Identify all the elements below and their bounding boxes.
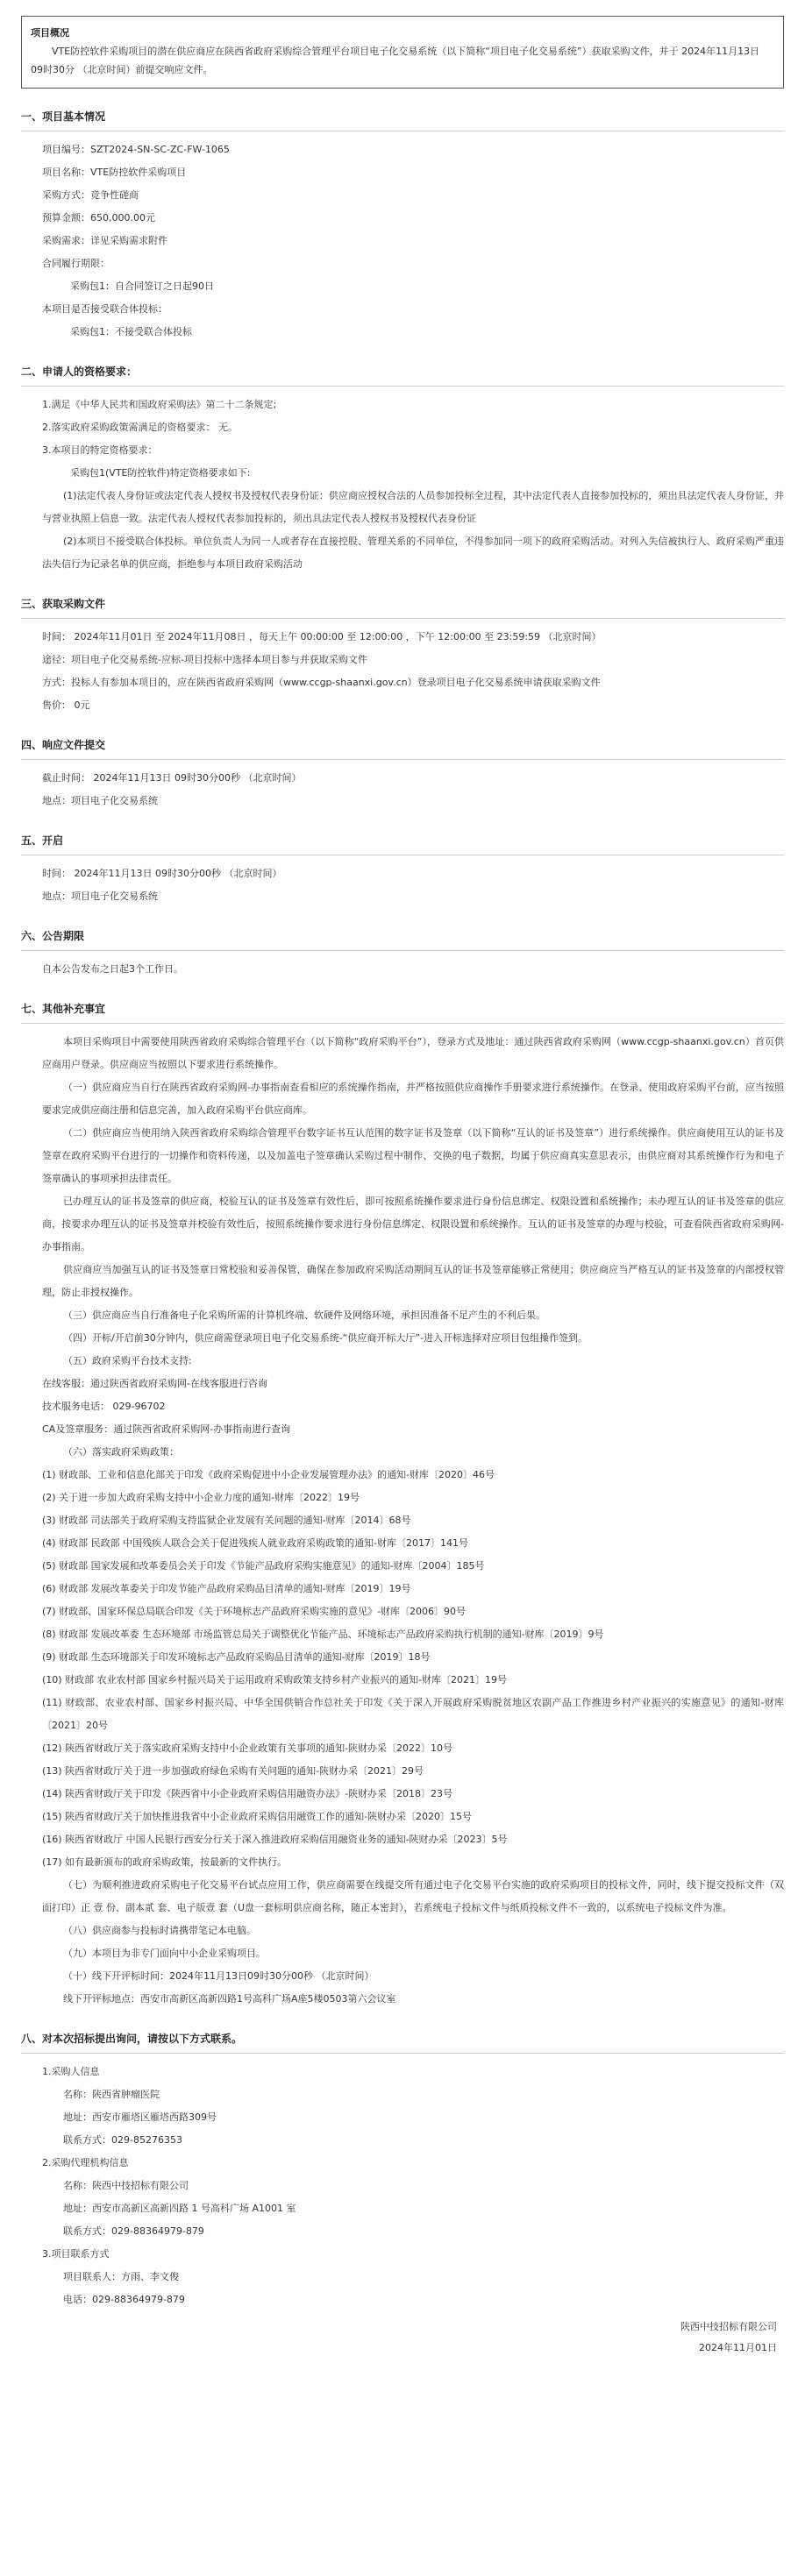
divider — [21, 618, 784, 619]
section-other-matters — [21, 1000, 784, 2011]
qualification-item: 1.满足《中华人民共和国政府采购法》第二十二条规定; — [42, 399, 277, 410]
section-obtain-documents — [21, 595, 784, 717]
policy-item: (1) 财政部、工业和信息化部关于印发《政府采购促进中小企业发展管理办法》的通知-财库〔2020〕46号 — [42, 1469, 495, 1480]
other-item-6: （六）落实政府采购政策： — [63, 1446, 179, 1458]
qualification-paragraph: (1)法定代表人身份证或法定代表人授权书及授权代表身份证：供应商应授权合法的人员参加投标全过程，其中法定代表人直接参加投标的，须出具法定代表人身份证，并与营业执照上信息一致。法定代表人授权代表参加投标的，须出具法定代表人授权书及授权代表身份证 — [42, 490, 784, 524]
ca-service: CA及签章服务：通过陕西省政府采购网-办事指南进行查询 — [42, 1423, 291, 1435]
section-title: 四、响应文件提交 — [21, 739, 106, 751]
obtain-method: 方式：投标人有参加本项目的，应在陕西省政府采购网（www.ccgp-shaanxi.gov.cn）登录项目电子化交易系统申请获取采购文件 — [42, 677, 601, 688]
policy-item: (16) 陕西省财政厅 中国人民银行西安分行关于深入推进政府采购信用融资业务的通知-陕财办采〔2023〕5号 — [42, 1834, 508, 1845]
policy-item: (13) 陕西省财政厅关于进一步加强政府绿色采购有关问题的通知-陕财办采〔2021〕29号 — [42, 1765, 424, 1777]
other-item-2c: 供应商应当加强互认的证书及签章日常校验和妥善保管，确保在参加政府采购活动期间互认的证书及签章能够正常使用；供应商应当严格互认的证书及签章的内部授权管理，防止非授权操作。 — [42, 1264, 784, 1298]
agent-address: 地址：西安市高新区高新四路 1 号高科广场 A1001 室 — [63, 2203, 296, 2214]
consortium-label: 本项目是否接受联合体投标： — [42, 303, 167, 315]
policy-item: (8) 财政部 发展改革委 生态环境部 市场监管总局关于调整优化节能产品、环境标志产品政府采购执行机制的通知-财库〔2019〕9号 — [42, 1629, 604, 1640]
policy-item: (10) 财政部 农业农村部 国家乡村振兴局关于运用政府采购政策支持乡村产业振兴的通知-财库〔2021〕19号 — [42, 1674, 508, 1685]
support-phone: 技术服务电话： 029-96702 — [42, 1401, 166, 1412]
divider — [21, 386, 784, 387]
contact-phone: 电话：029-88364979-879 — [63, 2294, 185, 2305]
buyer-name: 名称：陕西省肿瘤医院 — [63, 2089, 160, 2100]
buyer-address: 地址：西安市雁塔区雁塔西路309号 — [63, 2111, 217, 2123]
qualification-item: 3.本项目的特定资格要求： — [42, 444, 158, 456]
opening-time: 时间： 2024年11月13日 09时30分00秒 （北京时间） — [42, 868, 282, 879]
summary-text: VTE防控软件采购项目的潜在供应商应在陕西省政府采购综合管理平台项目电子化交易系统（以下简称“项目电子化交易系统”）获取采购文件，并于 2024年11月13日 09时30分 （北京时间）前提交响应文件。 — [31, 46, 760, 75]
agent-heading: 2.采购代理机构信息 — [42, 2157, 129, 2168]
policy-item: (6) 财政部 发展改革委关于印发节能产品政府采购品目清单的通知-财库〔2019〕19号 — [42, 1583, 411, 1594]
summary-title: 项目概况 — [31, 27, 69, 39]
policy-item: (3) 财政部 司法部关于政府采购支持监狱企业发展有关问题的通知-财库〔2014〕68号 — [42, 1515, 411, 1526]
section-title: 八、对本次招标提出询问，请按以下方式联系。 — [21, 2033, 243, 2045]
obtain-place: 途径：项目电子化交易系统-应标-项目投标中选择本项目参与并获取采购文件 — [42, 654, 367, 665]
divider — [21, 759, 784, 760]
policy-item: (14) 陕西省财政厅关于印发《陕西省中小企业政府采购信用融资办法》-陕财办采〔2018〕23号 — [42, 1788, 453, 1799]
project-number: 项目编号：SZT2024-SN-SC-ZC-FW-1065 — [42, 144, 230, 155]
section-qualification — [21, 363, 784, 576]
policy-item: (9) 财政部 生态环境部关于印发环境标志产品政府采购品目清单的通知-财库〔2019〕18号 — [42, 1651, 431, 1663]
submission-place: 地点：项目电子化交易系统 — [42, 795, 158, 806]
submission-deadline: 截止时间： 2024年11月13日 09时30分00秒 （北京时间） — [42, 772, 302, 784]
other-item-2b: 已办理互认的证书及签章的供应商，校验互认的证书及签章有效性后，即可按照系统操作要求进行身份信息绑定、权限设置和系统操作；未办理互认的证书及签章的供应商，按要求办理互认的证书及签章并校验有效性后，按照系统操作要求进行身份信息绑定、权限设置和系统操作。互认的证书及签章的办理与校验，可查看陕西省政府采购网-办事指南。 — [42, 1196, 784, 1253]
other-item-7: （七）为顺利推进政府采购电子化交易平台试点应用工作，供应商需要在线提交所有通过电子化交易平台实施的政府采购项目的投标文件，同时，线下提交投标文件（双面打印）正 壹 份、副本贰 套、电子版壹 套（U盘一套标明供应商名称，随正本密封），若系统电子投标文件与纸质投标文件不一致的，以系统电子投标文件为准。 — [42, 1879, 784, 1913]
footer-date: 2024年11月01日 — [699, 2342, 777, 2353]
policy-item: (17) 如有最新颁布的政府采购政策，按最新的文件执行。 — [42, 1856, 288, 1868]
policy-item: (2) 关于进一步加大政府采购支持中小企业力度的通知-财库〔2022〕19号 — [42, 1492, 360, 1503]
policy-item: (7) 财政部、国家环保总局联合印发《关于环境标志产品政府采购实施的意见》-财库〔2006〕90号 — [42, 1606, 467, 1617]
policy-item: (15) 陕西省财政厅关于加快推进我省中小企业政府采购信用融资工作的通知-陕财办采〔2020〕15号 — [42, 1811, 473, 1822]
section-title: 二、申请人的资格要求： — [21, 365, 138, 378]
buyer-phone: 联系方式：029-85276353 — [63, 2134, 182, 2146]
other-item-4: （四）开标/开启前30分钟内，供应商需登录项目电子化交易系统-“供应商开标大厅”-进入开标选择对应项目包组操作签到。 — [63, 1332, 588, 1344]
policy-item: (5) 财政部 国家发展和改革委员会关于印发《节能产品政府采购实施意见》的通知-财库〔2004〕185号 — [42, 1560, 485, 1572]
other-item-10b: 线下开评标地点：西安市高新区高新四路1号高科广场A座5楼0503第六会议室 — [63, 1993, 396, 2005]
procurement-method: 采购方式：竞争性磋商 — [42, 189, 139, 201]
agent-name: 名称：陕西中技招标有限公司 — [63, 2180, 189, 2191]
section-title: 五、开启 — [21, 834, 64, 847]
section-basic-info — [21, 108, 784, 344]
announcement-period: 自本公告发布之日起3个工作日。 — [42, 963, 183, 975]
online-service: 在线客服：通过陕西省政府采购网-在线客服进行咨询 — [42, 1378, 267, 1389]
summary-box — [21, 16, 784, 89]
project-name: 项目名称：VTE防控软件采购项目 — [42, 167, 187, 178]
opening-place: 地点：项目电子化交易系统 — [42, 891, 158, 902]
package-term: 采购包1：自合同签订之日起90日 — [70, 280, 214, 292]
other-item-3: （三）供应商应当自行准备电子化采购所需的计算机终端、软硬件及网络环境，承担因准备不足产生的不利后果。 — [63, 1309, 545, 1321]
section-announcement-period — [21, 927, 784, 981]
budget-amount: 预算金额：650,000.00元 — [42, 212, 155, 224]
other-item-2: （二）供应商应当使用纳入陕西省政府采购综合管理平台数字证书互认范围的数字证书及签章（以下简称“互认的证书及签章”）进行系统操作。供应商使用互认的证书及签章在政府采购平台进行的一切操作和资料传递，以及加盖电子签章确认采购过程中制作、交换的电子数据，均属于供应商真实意思表示，由供应商对其系统操作行为和电子签章确认的事项承担法律责任。 — [42, 1127, 784, 1184]
section-title: 六、公告期限 — [21, 930, 85, 942]
divider — [21, 950, 784, 951]
contact-person: 项目联系人：方雨、李文俊 — [63, 2271, 179, 2282]
buyer-heading: 1.采购人信息 — [42, 2066, 100, 2077]
package-consortium: 采购包1：不接受联合体投标 — [70, 326, 192, 337]
contract-term-label: 合同履行期限： — [42, 258, 110, 269]
announcement-page — [21, 0, 784, 2359]
section-title: 七、其他补充事宜 — [21, 1003, 106, 1015]
policy-item: (4) 财政部 民政部 中国残疾人联合会关于促进残疾人就业政府采购政策的通知-财库〔2017〕141号 — [42, 1537, 469, 1549]
other-item-1: （一）供应商应当自行在陕西省政府采购网-办事指南查看相应的系统操作指南，并严格按照供应商操作手册要求进行系统操作。在登录、使用政府采购平台前，应当按照要求完成供应商注册和信息完善，加入政府采购平台供应商库。 — [42, 1082, 784, 1116]
other-item-8: （八）供应商参与投标时请携带笔记本电脑。 — [63, 1925, 256, 1936]
divider — [21, 2053, 784, 2054]
other-item-10: （十）线下开评标时间：2024年11月13日09时30分00秒 （北京时间） — [63, 1970, 374, 1982]
policy-item: (12) 陕西省财政厅关于落实政府采购支持中小企业政策有关事项的通知-陕财办采〔2022〕10号 — [42, 1742, 453, 1754]
divider — [21, 1023, 784, 1024]
footer — [21, 2317, 784, 2359]
document-price: 售价： 0元 — [42, 699, 90, 711]
contact-heading: 3.项目联系方式 — [42, 2248, 110, 2260]
qualification-item: 2.落实政府采购政策需满足的资格要求： 无。 — [42, 422, 238, 433]
procurement-demand: 采购需求：详见采购需求附件 — [42, 235, 167, 246]
policy-item: (11) 财政部、农业农村部、国家乡村振兴局、中华全国供销合作总社关于印发《关于深入开展政府采购脱贫地区农副产品工作推进乡村产业振兴的实施意见》的通知-财库〔2021〕20号 — [42, 1697, 784, 1731]
other-item-9: （九）本项目为非专门面向中小企业采购项目。 — [63, 1948, 266, 1959]
other-intro: 本项目采购项目中需要使用陕西省政府采购综合管理平台（以下简称“政府采购平台”），登录方式及地址：通过陕西省政府采购网（www.ccgp-shaanxi.gov.cn）首页供应商用户登录。供应商应当按照以下要求进行系统操作。 — [42, 1036, 784, 1070]
other-item-5: （五）政府采购平台技术支持: — [63, 1355, 192, 1366]
qualification-paragraph: (2)本项目不接受联合体投标。单位负责人为同一人或者存在直接控股、管理关系的不同单位，不得参加同一项下的政府采购活动。对列入失信被执行人、政府采购严重违法失信行为记录名单的供应商，拒绝参与本项目政府采购活动 — [42, 536, 784, 570]
agent-phone: 联系方式：029-88364979-879 — [63, 2225, 204, 2237]
section-submission — [21, 736, 784, 813]
section-title: 三、获取采购文件 — [21, 598, 106, 610]
package-qualification: 采购包1(VTE防控软件)特定资格要求如下: — [70, 467, 251, 479]
section-title: 一、项目基本情况 — [21, 110, 106, 123]
section-contacts — [21, 2030, 784, 2311]
section-opening — [21, 832, 784, 908]
footer-org: 陕西中技招标有限公司 — [680, 2321, 777, 2332]
obtain-time: 时间： 2024年11月01日 至 2024年11月08日 ，每天上午 00:00:00 至 12:00:00 ，下午 12:00:00 至 23:59:59 （北京时间） — [42, 631, 602, 642]
